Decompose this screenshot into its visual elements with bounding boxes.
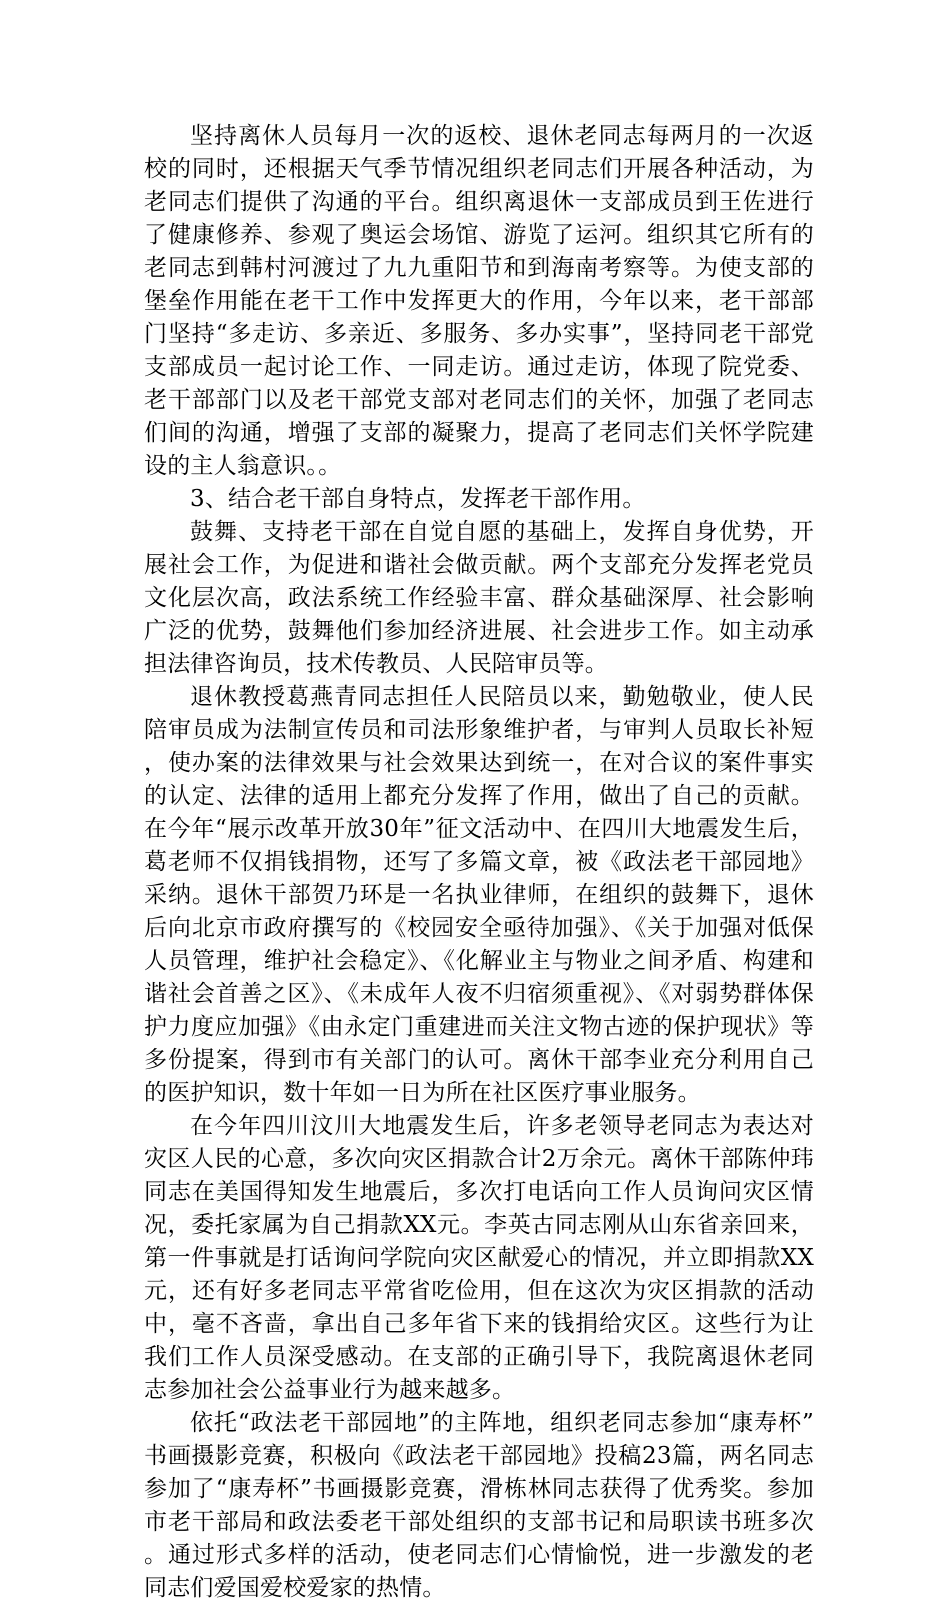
paragraph-activities: 坚持离休人员每月一次的返校、退休老同志每两月的一次返校的同时，还根据天气季节情况组织老同志们开展各种活动，为老同志们提供了沟通的平台。组织离退休一支部成员到王佐进行了健康修养、参观了奥运会场馆、游览了运河。组织其它所有的老同志到韩村河渡过了九九重阳节和到海南考察等。为使支部的堡垒作用能在老干工作中发挥更大的作用，今年以来，老干部部门坚持“多走访、多亲近、多服务、多办实事”，坚持同老干部党支部成员一起讨论工作、一同走访。通过走访，体现了院党委、老干部部门以及老干部党支部对老同志们的关怀，加强了老同志们间的沟通，增强了支部的凝聚力，提高了老同志们关怀学院建设的主人翁意识。。 [144,123,814,479]
document-page [144,120,814,1605]
paragraph-earthquake-donation: 在今年四川汶川大地震发生后，许多老领导老同志为表达对灾区人民的心意，多次向灾区捐款合计2万余元。离休干部陈仲玮同志在美国得知发生地震后，多次打电话向工作人员询问灾区情况，委托家属为自己捐款XX元。李英古同志刚从山东省亲回来，第一件事就是打话询问学院向灾区献爱心的情况，并立即捐款XX元，还有好多老同志平常省吃俭用，但在这次为灾区捐款的活动中，毫不吝啬，拿出自己多年省下来的钱捐给灾区。这些行为让我们工作人员深受感动。在支部的正确引导下，我院离退休老同志参加社会公益事业行为越来越多。 [144,1113,814,1403]
paragraph-encourage: 鼓舞、支持老干部在自觉自愿的基础上，发挥自身优势，开展社会工作，为促进和谐社会做贡献。两个支部充分发挥老党员文化层次高，政法系统工作经验丰富、群众基础深厚、社会影响广泛的优势，鼓舞他们参加经济进展、社会进步工作。如主动承担法律咨询员，技术传教员、人民陪审员等。 [144,519,814,677]
paragraph-garden-contest: 依托“政法老干部园地”的主阵地，组织老同志参加“康寿杯”书画摄影竞赛，积极向《政法老干部园地》投稿23篇，两名同志参加了“康寿杯”书画摄影竞赛，滑栋林同志获得了优秀奖。参加市老干部局和政法委老干部处组织的支部书记和局职读书班多次。通过形式多样的活动，使老同志们心情愉悦，进一步激发的老同志们爱国爱校爱家的热情。 [144,1410,814,1601]
section-heading-3: 3、结合老干部自身特点，发挥老干部作用。 [190,486,646,512]
paragraph-jurors: 退休教授葛燕青同志担任人民陪员以来，勤勉敬业，使人民陪审员成为法制宣传员和司法形象维护者，与审判人员取长补短，使办案的法律效果与社会效果达到统一，在对合议的案件事实的认定、法律的适用上都充分发挥了作用，做出了自己的贡献。在今年“展示改革开放30年”征文活动中、在四川大地震发生后，葛老师不仅捐钱捐物，还写了多篇文章，被《政法老干部园地》采纳。退休干部贺乃环是一名执业律师，在组织的鼓舞下，退休后向北京市政府撰写的《校园安全亟待加强》、《关于加强对低保人员管理，维护社会稳定》、《化解业主与物业之间矛盾、构建和谐社会首善之区》、《未成年人夜不归宿须重视》、《对弱势群体保护力度应加强》《由永定门重建进而关注文物古迹的保护现状》等多份提案，得到市有关部门的认可。离休干部李业充分利用自己的医护知识，数十年如一日为所在社区医疗事业服务。 [144,684,814,1106]
